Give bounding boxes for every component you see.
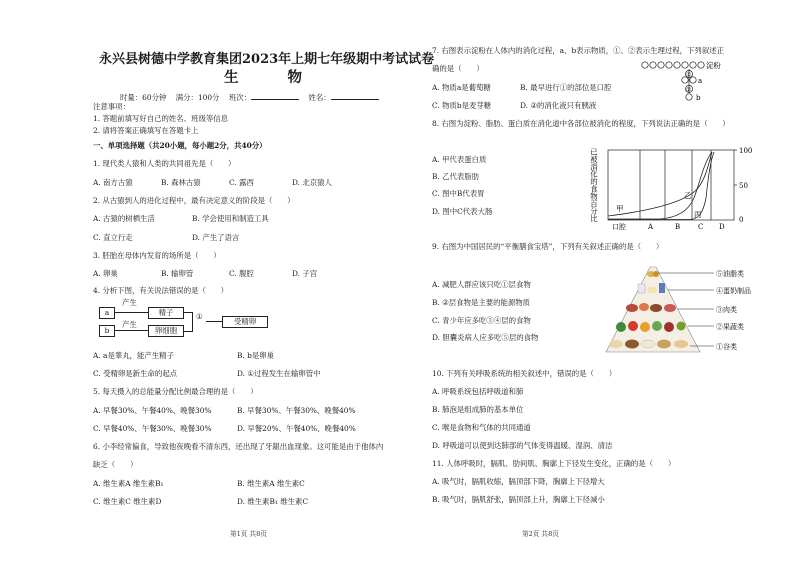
section-heading: 一、单项选择题（共20小题，每小题2分，共40分） — [93, 141, 267, 150]
exam-meta — [120, 92, 379, 102]
q7-option-c: C. 物质b是麦芽糖 — [432, 101, 492, 110]
q3-option-d: D. 子宫 — [292, 269, 318, 278]
q8-option-b: B. 乙代表脂肪 — [432, 172, 480, 181]
question-5-stem: 5. 每天摄入的总能量分配比例最合理的是（ ） — [93, 387, 258, 396]
question-7-stem-cont: 确的是（ ） — [432, 64, 484, 73]
q2-option-c: C. 直立行走 — [93, 233, 133, 242]
chart-y-label: 已被消化的食物百分比 — [590, 148, 599, 222]
question-6-stem-cont: 缺乏（ ） — [93, 460, 138, 469]
y-tick-50: 50 — [739, 182, 748, 190]
reproduction-diagram — [96, 300, 286, 344]
x-tick-c: C — [698, 223, 704, 231]
step-2-label: ② — [686, 86, 692, 94]
question-4-stem: 4. 分析下图，有关说法错误的是（ ） — [93, 286, 229, 295]
q2-option-a: A. 古猿的树栖生活 — [93, 214, 155, 223]
x-tick-d: D — [719, 223, 725, 231]
q11-option-b: B. 吸气时，膈肌舒张，膈顶部上升，胸廓上下径减小 — [432, 495, 605, 504]
process-circle-1: ① — [196, 312, 203, 321]
produce-label-1: 产生 — [122, 298, 137, 307]
subject-title: 生 物 — [224, 69, 325, 86]
question-11-stem: 11. 人体呼吸时，膈肌、肋间肌、胸廓上下径发生变化，正确的是（ ） — [432, 459, 676, 468]
curve-label-bing: 丙 — [694, 210, 702, 219]
q1-option-a: A. 南方古猿 — [93, 178, 133, 187]
question-8-stem: 8. 右图为淀粉、脂肪、蛋白质在消化道中各部位被消化的程度，下列说法正确的是（ ） — [432, 119, 730, 128]
curve-yi — [608, 152, 712, 219]
step-1-label: ① — [686, 71, 692, 79]
q3-option-b: B. 输卵管 — [161, 269, 194, 278]
q1-option-c: C. 露西 — [229, 178, 254, 187]
q3-option-a: A. 卵巢 — [93, 269, 118, 278]
full-score: 满分：100分 — [175, 93, 220, 102]
q6-option-d: D. 维生素B₁ 维生素C — [237, 497, 309, 506]
y-tick-0: 0 — [739, 216, 744, 224]
page-footer-left: 第1页 共8页 — [230, 530, 267, 538]
merge-bracket — [183, 312, 193, 332]
pyramid-label-oils: ⑤油脂类 — [716, 270, 744, 278]
starch-label: 淀粉 — [706, 61, 721, 70]
q8-option-a: A. 甲代表蛋白质 — [432, 155, 487, 164]
q4-option-a: A. a是睾丸，能产生精子 — [93, 351, 174, 360]
sperm-box: 精子 — [148, 307, 184, 319]
class-blank — [251, 92, 299, 100]
q1-option-d: D. 北京猿人 — [292, 178, 332, 187]
pyramid-label-grains: ①谷类 — [716, 343, 737, 351]
q8-option-d: D. 图中C代表大肠 — [432, 207, 493, 216]
curve-label-yi: 乙 — [684, 191, 692, 200]
q7-option-b: B. 最早进行①的部位是口腔 — [520, 83, 612, 92]
q7-option-a: A. 物质a是葡萄糖 — [432, 83, 491, 92]
q10-option-b: B. 肺泡是组成肺的基本单位 — [432, 405, 524, 414]
chart-frame — [608, 150, 737, 220]
food-pyramid — [596, 264, 766, 358]
x-tick-mouth: 口腔 — [612, 223, 626, 231]
pyramid-label-meat: ③肉类 — [716, 306, 737, 314]
produce-label-2: 产生 — [122, 320, 137, 329]
x-tick-a: A — [648, 223, 654, 231]
y-tick-100: 100 — [739, 147, 753, 155]
q2-option-d: D. 产生了语言 — [192, 233, 240, 242]
q4-option-c: C. 受精卵是新生命的起点 — [93, 369, 177, 378]
question-9-stem: 9. 右图为中国居民的“平衡膳食宝塔”，下列有关叙述正确的是（ ） — [432, 242, 664, 251]
note-item: 2. 请将答案正确填写在答题卡上 — [93, 126, 199, 135]
q7-option-d: D. ②的消化液只有胰液 — [520, 101, 597, 110]
notes-title: 注意事项： — [93, 102, 130, 111]
substance-a-label: a — [698, 77, 703, 85]
q9-option-d: D. 胆囊炎病人应多吃⑤层的食物 — [432, 333, 539, 342]
q10-option-c: C. 喉是食物和气体的共同通道 — [432, 423, 531, 432]
exam-title: 永兴县树德中学教育集团2023年上期七年级期中考试试卷 — [99, 52, 435, 67]
q8-option-c: C. 图中B代表胃 — [432, 189, 485, 198]
q5-option-a: A. 早餐30%、午餐40%、晚餐30% — [93, 406, 212, 415]
q10-option-d: D. 呼吸道可以使到达肺部的气体变得温暖、湿润、清洁 — [432, 441, 613, 450]
page-footer-right: 第2页 共8页 — [522, 530, 559, 538]
q6-option-a: A. 维生素A 维生素B₁ — [93, 479, 164, 488]
q6-option-c: C. 维生素C 维生素D — [93, 497, 162, 506]
name-label: 姓名： — [308, 93, 331, 102]
arrow-line — [114, 330, 148, 331]
question-7-stem: 7. 右图表示淀粉在人体内的消化过程，a、b表示物质，①、②表示生理过程，下列叙述正 — [432, 46, 724, 55]
substance-b-label: b — [696, 94, 701, 102]
q5-option-d: D. 早餐20%、午餐40%、晚餐40% — [237, 424, 356, 433]
q10-option-a: A. 呼吸系统包括呼吸道和肺 — [432, 387, 524, 396]
question-1-stem: 1. 现代类人猿和人类的共同祖先是（ ） — [93, 159, 236, 168]
q4-option-d: D. ①过程发生在输卵管中 — [237, 369, 321, 378]
time-limit: 时量：60分钟 — [120, 93, 167, 102]
pyramid-label-dairy: ④蛋奶制品 — [716, 287, 751, 295]
arrow-line — [206, 321, 222, 322]
digestion-curve-chart — [590, 138, 770, 233]
question-3-stem: 3. 胚胎在母体内发育的场所是（ ） — [93, 251, 221, 260]
class-label: 班次： — [228, 93, 252, 102]
q6-option-b: B. 维生素A 维生素C — [237, 479, 305, 488]
note-item: 1. 答题前填写好自己的姓名、班级等信息 — [93, 114, 229, 123]
pyramid-layer-oils — [647, 271, 659, 277]
zygote-box: 受精卵 — [222, 316, 268, 328]
q5-option-c: C. 早餐40%、午餐30%、晚餐30% — [93, 424, 212, 433]
q1-option-b: B. 森林古猿 — [161, 178, 201, 187]
question-2-stem: 2. 从古猿到人的进化过程中，最有决定意义的阶段是（ ） — [93, 196, 295, 205]
question-6-stem: 6. 小李经常偏食，导致他夜晚看不清东西，还出现了牙龈出血现象。这可能是由于他体内 — [93, 442, 384, 451]
curve-label-jia: 甲 — [616, 204, 624, 213]
arrow-line — [114, 312, 148, 313]
q2-option-b: B. 学会使用和制造工具 — [192, 214, 269, 223]
curve-jia — [608, 152, 712, 216]
diagram-box-a: a — [99, 307, 115, 319]
q11-option-a: A. 吸气时，膈肌收缩，膈顶部下降，胸廓上下径增大 — [432, 477, 605, 486]
q9-option-a: A. 减肥人群应该只吃①层食物 — [432, 280, 531, 289]
q9-option-b: B. ②层食物是主要的能源物质 — [432, 298, 531, 307]
q3-option-c: C. 腹腔 — [229, 269, 254, 278]
pyramid-label-fruit-veg: ②果蔬类 — [716, 323, 744, 331]
egg-box: 卵细胞 — [148, 325, 184, 337]
q9-option-c: C. 青少年应多吃③④层的食物 — [432, 316, 531, 325]
starch-digestion-diagram — [640, 58, 750, 104]
name-blank — [331, 92, 379, 100]
diagram-box-b: b — [99, 325, 115, 337]
question-10-stem: 10. 下列有关呼吸系统的相关叙述中，错误的是（ ） — [432, 369, 617, 378]
x-tick-b: B — [675, 223, 681, 231]
q4-option-b: B. b是卵巢 — [237, 351, 275, 360]
q5-option-b: B. 早餐30%、午餐30%、晚餐40% — [237, 406, 356, 415]
